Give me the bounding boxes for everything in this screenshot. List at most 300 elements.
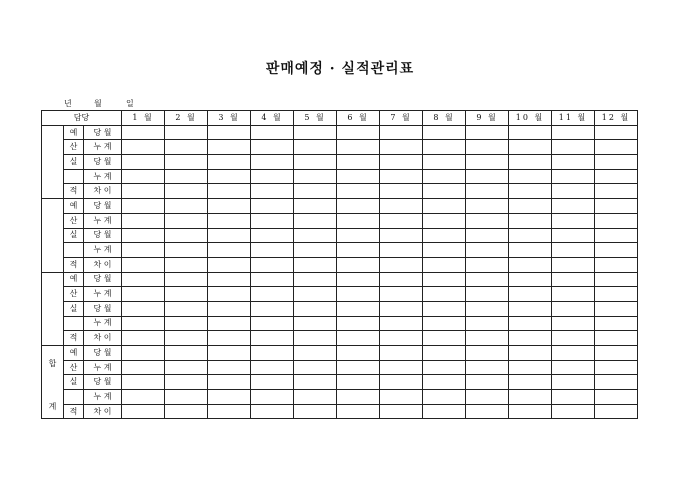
value-cell[interactable] <box>337 360 380 375</box>
value-cell[interactable] <box>208 199 251 214</box>
value-cell[interactable] <box>337 243 380 258</box>
month-header: 1 월 <box>122 111 165 126</box>
month-header: 3 월 <box>208 111 251 126</box>
value-cell[interactable] <box>380 213 423 228</box>
value-cell[interactable] <box>423 360 466 375</box>
value-cell[interactable] <box>552 155 595 170</box>
table-row <box>42 360 638 375</box>
value-cell[interactable] <box>595 169 638 184</box>
value-cell[interactable] <box>251 228 294 243</box>
value-cell[interactable] <box>294 331 337 346</box>
value-cell[interactable] <box>251 272 294 287</box>
value-cell[interactable] <box>380 169 423 184</box>
value-cell[interactable] <box>380 404 423 419</box>
value-cell[interactable] <box>595 375 638 390</box>
value-cell[interactable] <box>380 316 423 331</box>
value-cell[interactable] <box>294 301 337 316</box>
value-cell[interactable] <box>552 257 595 272</box>
value-cell[interactable] <box>337 375 380 390</box>
value-cell[interactable] <box>122 155 165 170</box>
month-header: 7 월 <box>380 111 423 126</box>
value-cell[interactable] <box>251 316 294 331</box>
value-cell[interactable] <box>165 390 208 405</box>
value-cell[interactable] <box>423 243 466 258</box>
value-cell[interactable] <box>208 346 251 361</box>
value-cell[interactable] <box>595 404 638 419</box>
value-cell[interactable] <box>509 316 552 331</box>
value-cell[interactable] <box>466 346 509 361</box>
value-cell[interactable] <box>552 243 595 258</box>
value-cell[interactable] <box>595 272 638 287</box>
value-cell[interactable] <box>466 140 509 155</box>
value-cell[interactable] <box>380 390 423 405</box>
value-cell[interactable] <box>122 287 165 302</box>
value-cell[interactable] <box>552 213 595 228</box>
value-cell[interactable] <box>380 301 423 316</box>
value-cell[interactable] <box>294 287 337 302</box>
sales-plan-table <box>41 110 638 419</box>
value-cell[interactable] <box>251 287 294 302</box>
value-cell[interactable] <box>294 375 337 390</box>
value-cell[interactable] <box>165 199 208 214</box>
table-row <box>42 243 638 258</box>
value-cell[interactable] <box>466 331 509 346</box>
value-cell[interactable] <box>423 331 466 346</box>
value-cell[interactable] <box>380 360 423 375</box>
value-cell[interactable] <box>251 155 294 170</box>
group-owner-cell[interactable] <box>42 272 64 345</box>
value-cell[interactable] <box>165 404 208 419</box>
value-cell[interactable] <box>552 404 595 419</box>
value-cell[interactable] <box>208 316 251 331</box>
value-cell[interactable] <box>251 360 294 375</box>
value-cell[interactable] <box>423 390 466 405</box>
value-cell[interactable] <box>595 125 638 140</box>
value-cell[interactable] <box>423 301 466 316</box>
value-cell[interactable] <box>208 125 251 140</box>
value-cell[interactable] <box>423 155 466 170</box>
value-cell[interactable] <box>466 125 509 140</box>
value-cell[interactable] <box>208 301 251 316</box>
row-label-plan-a: 예 <box>64 346 84 361</box>
value-cell[interactable] <box>552 287 595 302</box>
value-cell[interactable] <box>423 199 466 214</box>
value-cell[interactable] <box>208 375 251 390</box>
value-cell[interactable] <box>337 390 380 405</box>
value-cell[interactable] <box>337 140 380 155</box>
value-cell[interactable] <box>294 199 337 214</box>
value-cell[interactable] <box>122 169 165 184</box>
value-cell[interactable] <box>251 169 294 184</box>
value-cell[interactable] <box>595 301 638 316</box>
value-cell[interactable] <box>423 213 466 228</box>
value-cell[interactable] <box>165 184 208 199</box>
value-cell[interactable] <box>466 155 509 170</box>
value-cell[interactable] <box>122 331 165 346</box>
value-cell[interactable] <box>251 140 294 155</box>
table-row <box>42 257 638 272</box>
group-owner-cell[interactable] <box>42 199 64 272</box>
value-cell[interactable] <box>509 257 552 272</box>
value-cell[interactable] <box>294 272 337 287</box>
value-cell[interactable] <box>595 213 638 228</box>
value-cell[interactable] <box>251 346 294 361</box>
value-cell[interactable] <box>337 228 380 243</box>
value-cell[interactable] <box>509 169 552 184</box>
value-cell[interactable] <box>423 184 466 199</box>
value-cell[interactable] <box>337 257 380 272</box>
value-cell[interactable] <box>380 257 423 272</box>
value-cell[interactable] <box>337 184 380 199</box>
row-label-spacer <box>64 169 84 184</box>
table-row <box>42 301 638 316</box>
value-cell[interactable] <box>294 140 337 155</box>
month-header: 9 월 <box>466 111 509 126</box>
table-row <box>42 213 638 228</box>
value-cell[interactable] <box>337 155 380 170</box>
value-cell[interactable] <box>466 287 509 302</box>
value-cell[interactable] <box>294 125 337 140</box>
owner-label: 담당 <box>42 111 122 126</box>
value-cell[interactable] <box>380 155 423 170</box>
value-cell[interactable] <box>165 228 208 243</box>
value-cell[interactable] <box>595 184 638 199</box>
row-label-current: 당 월 <box>84 228 122 243</box>
value-cell[interactable] <box>165 287 208 302</box>
value-cell[interactable] <box>423 375 466 390</box>
value-cell[interactable] <box>466 316 509 331</box>
table-row <box>42 184 638 199</box>
value-cell[interactable] <box>294 228 337 243</box>
row-label-actual-b: 적 <box>64 184 84 199</box>
value-cell[interactable] <box>122 257 165 272</box>
value-cell[interactable] <box>552 375 595 390</box>
value-cell[interactable] <box>337 301 380 316</box>
value-cell[interactable] <box>337 331 380 346</box>
row-label-spacer <box>64 390 84 405</box>
row-label-cumulative: 누 계 <box>84 316 122 331</box>
month-header: 6 월 <box>337 111 380 126</box>
value-cell[interactable] <box>294 404 337 419</box>
month-header: 10 월 <box>509 111 552 126</box>
value-cell[interactable] <box>294 257 337 272</box>
value-cell[interactable] <box>380 272 423 287</box>
value-cell[interactable] <box>337 404 380 419</box>
value-cell[interactable] <box>165 360 208 375</box>
table-row <box>42 272 638 287</box>
value-cell[interactable] <box>337 287 380 302</box>
value-cell[interactable] <box>509 213 552 228</box>
value-cell[interactable] <box>595 390 638 405</box>
table-row <box>42 390 638 405</box>
value-cell[interactable] <box>337 125 380 140</box>
value-cell[interactable] <box>466 272 509 287</box>
value-cell[interactable] <box>122 301 165 316</box>
value-cell[interactable] <box>595 140 638 155</box>
value-cell[interactable] <box>165 243 208 258</box>
row-label-plan-a: 예 <box>64 125 84 140</box>
value-cell[interactable] <box>595 360 638 375</box>
value-cell[interactable] <box>208 272 251 287</box>
value-cell[interactable] <box>251 404 294 419</box>
value-cell[interactable] <box>509 140 552 155</box>
value-cell[interactable] <box>466 184 509 199</box>
value-cell[interactable] <box>294 155 337 170</box>
value-cell[interactable] <box>380 228 423 243</box>
table-row <box>42 287 638 302</box>
value-cell[interactable] <box>294 316 337 331</box>
value-cell[interactable] <box>509 287 552 302</box>
value-cell[interactable] <box>337 346 380 361</box>
value-cell[interactable] <box>552 360 595 375</box>
value-cell[interactable] <box>251 257 294 272</box>
value-cell[interactable] <box>208 360 251 375</box>
value-cell[interactable] <box>552 272 595 287</box>
group-owner-cell[interactable] <box>42 125 64 198</box>
value-cell[interactable] <box>251 390 294 405</box>
value-cell[interactable] <box>380 140 423 155</box>
value-cell[interactable] <box>552 316 595 331</box>
value-cell[interactable] <box>423 228 466 243</box>
header-row <box>42 111 638 126</box>
row-label-cumulative: 누 계 <box>84 287 122 302</box>
page-title: 판매예정 · 실적관리표 <box>265 61 415 77</box>
row-label-spacer <box>64 316 84 331</box>
value-cell[interactable] <box>208 390 251 405</box>
value-cell[interactable] <box>122 346 165 361</box>
value-cell[interactable] <box>509 155 552 170</box>
value-cell[interactable] <box>595 287 638 302</box>
value-cell[interactable] <box>122 140 165 155</box>
value-cell[interactable] <box>165 140 208 155</box>
value-cell[interactable] <box>466 243 509 258</box>
value-cell[interactable] <box>552 169 595 184</box>
value-cell[interactable] <box>552 140 595 155</box>
value-cell[interactable] <box>122 228 165 243</box>
value-cell[interactable] <box>165 272 208 287</box>
value-cell[interactable] <box>122 390 165 405</box>
value-cell[interactable] <box>423 346 466 361</box>
value-cell[interactable] <box>251 301 294 316</box>
value-cell[interactable] <box>208 228 251 243</box>
value-cell[interactable] <box>466 228 509 243</box>
value-cell[interactable] <box>294 184 337 199</box>
value-cell[interactable] <box>595 346 638 361</box>
value-cell[interactable] <box>122 243 165 258</box>
value-cell[interactable] <box>595 316 638 331</box>
value-cell[interactable] <box>294 169 337 184</box>
value-cell[interactable] <box>552 228 595 243</box>
value-cell[interactable] <box>294 213 337 228</box>
value-cell[interactable] <box>466 257 509 272</box>
table-row <box>42 316 638 331</box>
value-cell[interactable] <box>466 199 509 214</box>
value-cell[interactable] <box>423 272 466 287</box>
value-cell[interactable] <box>466 390 509 405</box>
value-cell[interactable] <box>294 360 337 375</box>
value-cell[interactable] <box>423 316 466 331</box>
row-label-current: 당 월 <box>84 375 122 390</box>
value-cell[interactable] <box>380 331 423 346</box>
value-cell[interactable] <box>595 257 638 272</box>
value-cell[interactable] <box>509 331 552 346</box>
value-cell[interactable] <box>294 243 337 258</box>
row-label-cumulative: 누 계 <box>84 243 122 258</box>
value-cell[interactable] <box>423 404 466 419</box>
value-cell[interactable] <box>294 390 337 405</box>
value-cell[interactable] <box>509 243 552 258</box>
value-cell[interactable] <box>251 184 294 199</box>
value-cell[interactable] <box>251 243 294 258</box>
row-label-actual-a: 실 <box>64 301 84 316</box>
value-cell[interactable] <box>208 287 251 302</box>
value-cell[interactable] <box>165 257 208 272</box>
value-cell[interactable] <box>122 184 165 199</box>
value-cell[interactable] <box>423 287 466 302</box>
value-cell[interactable] <box>509 301 552 316</box>
value-cell[interactable] <box>509 346 552 361</box>
value-cell[interactable] <box>208 404 251 419</box>
month-header: 8 월 <box>423 111 466 126</box>
value-cell[interactable] <box>165 375 208 390</box>
group-owner-cell <box>42 346 64 419</box>
value-cell[interactable] <box>208 257 251 272</box>
value-cell[interactable] <box>595 155 638 170</box>
row-label-plan-b: 산 <box>64 213 84 228</box>
value-cell[interactable] <box>165 125 208 140</box>
value-cell[interactable] <box>122 404 165 419</box>
value-cell[interactable] <box>122 375 165 390</box>
value-cell[interactable] <box>423 140 466 155</box>
value-cell[interactable] <box>466 301 509 316</box>
value-cell[interactable] <box>423 169 466 184</box>
value-cell[interactable] <box>122 213 165 228</box>
value-cell[interactable] <box>208 213 251 228</box>
value-cell[interactable] <box>294 346 337 361</box>
row-label-actual-b: 적 <box>64 331 84 346</box>
value-cell[interactable] <box>208 140 251 155</box>
value-cell[interactable] <box>208 169 251 184</box>
value-cell[interactable] <box>380 199 423 214</box>
row-label-cumulative: 누 계 <box>84 140 122 155</box>
value-cell[interactable] <box>122 272 165 287</box>
value-cell[interactable] <box>552 346 595 361</box>
value-cell[interactable] <box>552 301 595 316</box>
value-cell[interactable] <box>251 213 294 228</box>
value-cell[interactable] <box>552 390 595 405</box>
value-cell[interactable] <box>337 199 380 214</box>
value-cell[interactable] <box>509 199 552 214</box>
row-label-difference: 차 이 <box>84 404 122 419</box>
value-cell[interactable] <box>251 375 294 390</box>
value-cell[interactable] <box>466 360 509 375</box>
value-cell[interactable] <box>552 184 595 199</box>
value-cell[interactable] <box>595 243 638 258</box>
value-cell[interactable] <box>165 331 208 346</box>
value-cell[interactable] <box>552 125 595 140</box>
value-cell[interactable] <box>165 213 208 228</box>
value-cell[interactable] <box>165 301 208 316</box>
value-cell[interactable] <box>466 404 509 419</box>
table-row <box>42 228 638 243</box>
value-cell[interactable] <box>380 243 423 258</box>
value-cell[interactable] <box>122 360 165 375</box>
value-cell[interactable] <box>122 316 165 331</box>
value-cell[interactable] <box>466 375 509 390</box>
value-cell[interactable] <box>122 125 165 140</box>
value-cell[interactable] <box>552 331 595 346</box>
value-cell[interactable] <box>423 257 466 272</box>
value-cell[interactable] <box>595 199 638 214</box>
value-cell[interactable] <box>337 272 380 287</box>
value-cell[interactable] <box>165 155 208 170</box>
month-header: 4 월 <box>251 111 294 126</box>
value-cell[interactable] <box>165 169 208 184</box>
value-cell[interactable] <box>509 404 552 419</box>
value-cell[interactable] <box>595 331 638 346</box>
table-row <box>42 155 638 170</box>
value-cell[interactable] <box>380 184 423 199</box>
value-cell[interactable] <box>208 184 251 199</box>
row-label-current: 당 월 <box>84 155 122 170</box>
row-label-actual-a: 실 <box>64 228 84 243</box>
value-cell[interactable] <box>122 199 165 214</box>
row-label-cumulative: 누 계 <box>84 213 122 228</box>
row-label-cumulative: 누 계 <box>84 169 122 184</box>
value-cell[interactable] <box>337 213 380 228</box>
value-cell[interactable] <box>251 125 294 140</box>
row-label-plan-a: 예 <box>64 199 84 214</box>
value-cell[interactable] <box>552 199 595 214</box>
value-cell[interactable] <box>165 346 208 361</box>
table-row <box>42 404 638 419</box>
total-label-a: 합 <box>48 359 57 369</box>
value-cell[interactable] <box>208 331 251 346</box>
value-cell[interactable] <box>208 155 251 170</box>
value-cell[interactable] <box>595 228 638 243</box>
value-cell[interactable] <box>380 346 423 361</box>
value-cell[interactable] <box>509 228 552 243</box>
total-label-b: 계 <box>48 402 57 412</box>
value-cell[interactable] <box>423 125 466 140</box>
value-cell[interactable] <box>165 316 208 331</box>
value-cell[interactable] <box>509 125 552 140</box>
row-label-spacer <box>64 243 84 258</box>
month-header: 12 월 <box>595 111 638 126</box>
value-cell[interactable] <box>380 125 423 140</box>
value-cell[interactable] <box>509 375 552 390</box>
value-cell[interactable] <box>251 199 294 214</box>
value-cell[interactable] <box>380 287 423 302</box>
row-label-current: 당 월 <box>84 272 122 287</box>
table-row <box>42 140 638 155</box>
row-label-plan-b: 산 <box>64 287 84 302</box>
value-cell[interactable] <box>509 390 552 405</box>
value-cell[interactable] <box>509 184 552 199</box>
value-cell[interactable] <box>337 169 380 184</box>
value-cell[interactable] <box>466 169 509 184</box>
value-cell[interactable] <box>380 375 423 390</box>
value-cell[interactable] <box>509 272 552 287</box>
row-label-current: 당 월 <box>84 125 122 140</box>
value-cell[interactable] <box>509 360 552 375</box>
row-label-cumulative: 누 계 <box>84 360 122 375</box>
value-cell[interactable] <box>337 316 380 331</box>
value-cell[interactable] <box>466 213 509 228</box>
month-label: 월 <box>94 99 102 108</box>
value-cell[interactable] <box>251 331 294 346</box>
value-cell[interactable] <box>208 243 251 258</box>
